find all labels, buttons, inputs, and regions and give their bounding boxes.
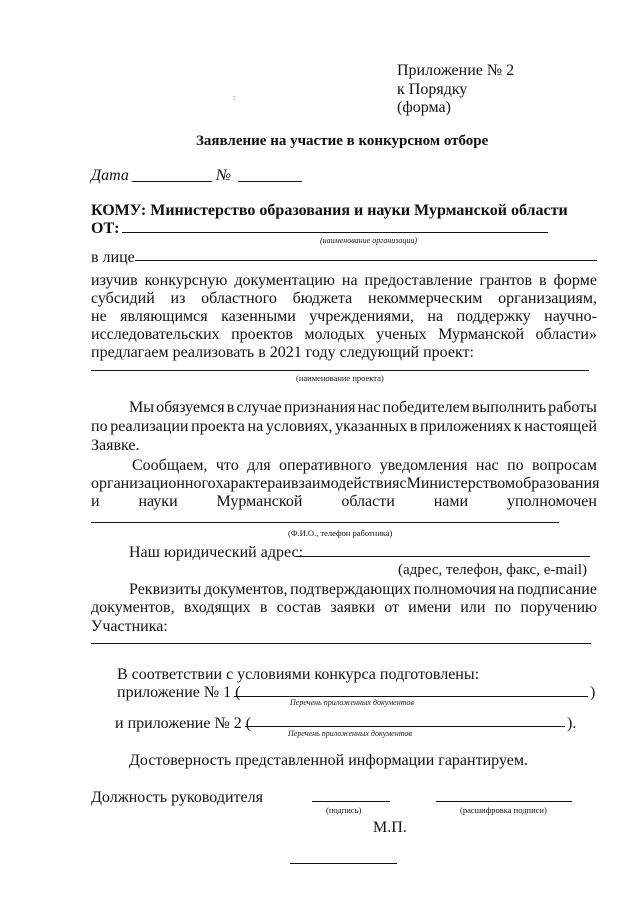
word: нами <box>433 493 469 510</box>
word: Мурманской <box>216 493 303 510</box>
word: что <box>215 457 239 474</box>
word: для <box>247 457 271 474</box>
word: образования <box>515 475 600 492</box>
organization-field[interactable] <box>122 232 548 233</box>
word: приложениях <box>420 418 512 435</box>
word: некоммерческим <box>368 290 483 307</box>
appendix-1-caption: Перечень приложенных документов <box>290 698 414 707</box>
legal-address-caption: (адрес, телефон, факс, e-mail) <box>398 562 588 578</box>
requisites-line-2 <box>91 598 597 617</box>
date-label: Дата <box>91 167 129 184</box>
header-form-label: (форма) <box>397 99 451 116</box>
word: уведомления <box>379 457 468 474</box>
guarantee-statement: Достоверность представленной информации гарантируем. <box>129 752 528 769</box>
word: реализации <box>110 418 189 435</box>
word: к <box>513 418 522 435</box>
word: молодых <box>304 326 365 343</box>
word: поручению <box>520 599 597 616</box>
commit-line-3: Заявке. <box>91 437 140 454</box>
word: имени <box>408 599 452 616</box>
intro-line-4 <box>91 325 597 344</box>
word: Сообщаем, <box>132 457 208 474</box>
word: настоящей <box>524 418 597 435</box>
word: и <box>91 493 100 510</box>
legal-address-field[interactable] <box>296 556 590 557</box>
word: взаимодействия <box>290 475 400 492</box>
word: документов, <box>91 599 175 616</box>
person-field[interactable] <box>135 260 597 261</box>
requisites-line-1 <box>129 580 597 599</box>
recipient-line: КОМУ: Министерство образования и науки Мурманской области <box>91 202 568 219</box>
word: признания <box>283 399 356 416</box>
footer-rule <box>290 863 397 864</box>
word: в <box>226 399 235 416</box>
word: изучив <box>91 272 138 289</box>
word: входящих <box>183 599 251 616</box>
word: на <box>247 418 264 435</box>
word: Мурманской <box>438 326 525 343</box>
person-label: в лице <box>91 249 135 266</box>
word: по <box>507 457 524 474</box>
contact-person-caption: (Ф.И.О., телефон работника) <box>288 528 393 538</box>
word: указанных <box>335 418 408 435</box>
appendix-1-label: приложение № 1 ( <box>117 684 241 701</box>
word: документацию <box>234 272 335 289</box>
word: и <box>282 475 291 492</box>
word: являющимся <box>120 308 208 325</box>
word: проектов <box>231 326 293 343</box>
word: документов, <box>203 581 288 598</box>
appendix-2-caption: Перечень приложенных документов <box>288 729 412 738</box>
date-field[interactable] <box>132 181 212 182</box>
word: по <box>91 418 108 435</box>
word: Мы <box>129 399 154 416</box>
word: областного <box>201 290 277 307</box>
from-label: ОТ: <box>91 220 120 237</box>
word: организационного <box>91 475 216 492</box>
word: от <box>384 599 399 616</box>
word: нас <box>357 399 381 416</box>
organization-caption: (наименование организации) <box>320 236 418 245</box>
requisites-field[interactable] <box>91 643 591 644</box>
signature-decode-caption: (расшифровка подписи) <box>460 805 547 815</box>
number-field[interactable] <box>238 181 302 182</box>
word: характера <box>215 475 283 492</box>
word: заявки <box>330 599 375 616</box>
intro-line-3 <box>91 307 597 326</box>
word: условиях, <box>265 418 333 435</box>
word: исследовательских <box>91 326 220 343</box>
project-name-field[interactable] <box>91 370 589 371</box>
word: бюджета <box>292 290 353 307</box>
legal-address-label: Наш юридический адрес: <box>129 544 304 561</box>
intro-line-1 <box>91 271 597 290</box>
word: в <box>409 418 418 435</box>
word: предоставление <box>364 272 473 289</box>
word: уполномочен <box>506 493 597 510</box>
word: работы <box>548 399 597 416</box>
word: подтверждающих <box>290 581 412 598</box>
commit-line-2 <box>91 417 597 436</box>
word: проекта <box>191 418 245 435</box>
signature-caption: (подпись) <box>326 805 362 815</box>
word: по <box>494 599 512 616</box>
word: обязуемся <box>156 399 225 416</box>
appendix-1-field[interactable] <box>234 696 588 697</box>
commit-line-1 <box>129 398 597 417</box>
header-appendix-number: Приложение № 2 <box>397 62 515 79</box>
word: случае <box>236 399 282 416</box>
word: или <box>460 599 486 616</box>
word: области <box>341 493 395 510</box>
word: на <box>498 581 515 598</box>
inform-line-1 <box>132 456 597 475</box>
word: на <box>341 272 358 289</box>
intro-line-2 <box>91 289 597 308</box>
word: субсидий <box>91 290 155 307</box>
word: области» <box>535 326 597 343</box>
word: в <box>539 272 547 289</box>
word: ученых <box>376 326 427 343</box>
inform-line-2 <box>91 474 600 493</box>
word: из <box>170 290 186 307</box>
word: выполнить <box>471 399 547 416</box>
word: конкурсную <box>144 272 228 289</box>
stamp-label: М.П. <box>373 819 407 836</box>
signature-decode-field[interactable] <box>436 801 572 802</box>
scan-speck: : <box>233 93 236 102</box>
inform-line-3 <box>91 492 597 511</box>
word: учреждениями, <box>309 308 414 325</box>
appendix-2-label: и приложение № 2 ( <box>115 715 252 732</box>
word: форме <box>553 272 597 289</box>
word: на <box>427 308 444 325</box>
word: подписание <box>516 581 597 598</box>
word: состав <box>276 599 322 616</box>
word: вопросам <box>532 457 597 474</box>
word: организациям, <box>498 290 597 307</box>
word: казенными <box>221 308 296 325</box>
word: Реквизиты <box>129 581 202 598</box>
word: нас <box>475 457 499 474</box>
document-title: Заявление на участие в конкурсном отборе <box>196 133 489 149</box>
word: полномочия <box>413 581 497 598</box>
word: победителем <box>382 399 470 416</box>
signature-field[interactable] <box>312 801 390 802</box>
word: поддержку <box>456 308 531 325</box>
contact-person-field[interactable] <box>91 522 559 523</box>
position-label: Должность руководителя <box>91 789 263 806</box>
word: не <box>91 308 107 325</box>
header-order-ref: к Порядку <box>397 81 468 98</box>
intro-line-5: предлагаем реализовать в 2021 году следующий проект: <box>91 344 474 361</box>
word: Министерством <box>406 475 516 492</box>
project-name-caption: (наименование проекта) <box>296 373 384 383</box>
word: с <box>399 475 407 492</box>
appendix-1-close: ) <box>590 684 596 701</box>
word: грантов <box>479 272 533 289</box>
number-label: № <box>216 167 232 184</box>
requisites-line-3: Участника: <box>91 618 168 635</box>
word: оперативного <box>279 457 372 474</box>
appendix-2-field[interactable] <box>245 726 565 727</box>
appendix-2-close: ). <box>567 715 577 732</box>
word: науки <box>138 493 178 510</box>
word: в <box>259 599 268 616</box>
appendix-intro: В соответствии с условиями конкурса подготовлены: <box>117 666 480 683</box>
word: научно- <box>544 308 597 325</box>
